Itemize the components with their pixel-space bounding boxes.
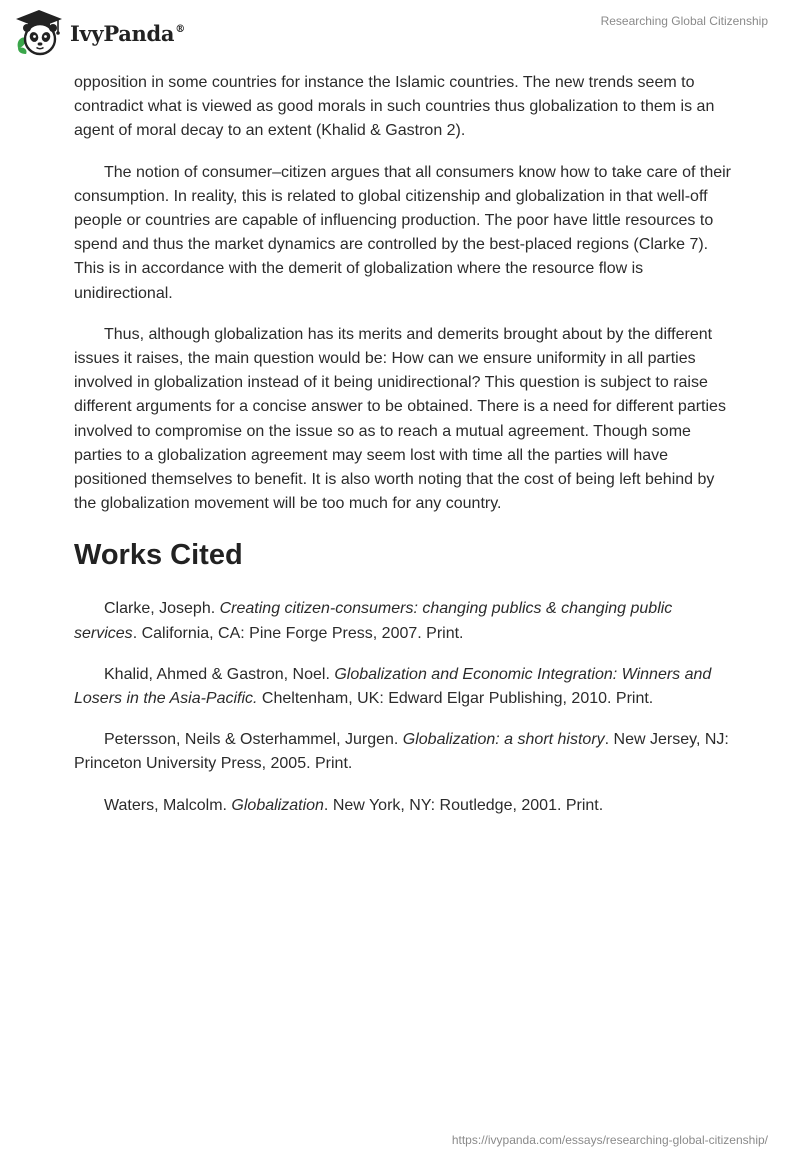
document-title: Researching Global Citizenship	[600, 14, 768, 28]
page-header	[0, 0, 800, 64]
logo-registered-mark: ®	[175, 23, 185, 35]
citation-publication: . New Jersey, NJ: Princeton University Press, 2005. Print.	[74, 731, 729, 773]
logo-wordmark	[70, 21, 185, 46]
body-paragraph: Thus, although globalization has its merits and demerits brought about by the different issues it raises, the main question would be: How can we ensure uniformity in all parties involved in globalization instead of it being unidirectional? This question is subject to raise different arguments for a concise answer to be obtained. There is a need for different parties involved to compromise on the issue so as to reach a mutual agreement. Though some parties to a globalization agreement may seem lost with time all the parties will have positioned themselves to benefit. It is also worth noting that the cost of being left behind by the globalization movement will be too much for any country.	[74, 325, 726, 513]
works-cited-heading: Works Cited	[74, 539, 243, 572]
body-paragraph: The notion of consumer–citizen argues that all consumers know how to take care of their consumption. In reality, this is related to global citizenship and globalization in that well-off people or countries are capable of influencing production. The poor have little resources to spend and thus the market dynamics are controlled by the best-placed regions (Clarke 7). This is in accordance with the demerit of globalization where the resource flow is unidirectional.	[74, 163, 731, 302]
citation-title: Globalization: a short history	[402, 731, 605, 749]
citation-item	[74, 663, 734, 711]
citation-item	[74, 728, 734, 776]
ivypanda-logo[interactable]	[14, 8, 185, 56]
citation-publication: . New York, NY: Routledge, 2001. Print.	[323, 796, 604, 814]
citation-title: Globalization	[231, 796, 324, 814]
citation-author: Petersson, Neils & Osterhammel, Jurgen.	[104, 731, 403, 749]
citation-author: Khalid, Ahmed & Gastron, Noel.	[104, 665, 335, 683]
panda-graduate-icon	[14, 8, 64, 56]
citation-author: Clarke, Joseph.	[104, 600, 220, 618]
citation-publication: . California, CA: Pine Forge Press, 2007. Print.	[132, 624, 464, 642]
citation-author: Waters, Malcolm.	[104, 796, 232, 814]
citation-item	[74, 794, 734, 818]
logo-text: IvyPanda	[70, 20, 175, 46]
essay-content	[74, 71, 734, 835]
citation-title: Globalization and Economic Integration: Winners and Losers in the Asia-Pacific.	[74, 665, 712, 708]
body-paragraph: opposition in some countries for instance the Islamic countries. The new trends seem to contradict what is viewed as good morals in such countries thus globalization to them is an agent of moral decay to an extent (Khalid & Gastron 2).	[74, 74, 715, 140]
citation-title: Creating citizen-consumers: changing publics & changing public services	[74, 600, 673, 642]
citation-item	[74, 597, 734, 645]
citation-publication: Cheltenham, UK: Edward Elgar Publishing, 2010. Print.	[257, 690, 654, 708]
source-url[interactable]: https://ivypanda.com/essays/researching-global-citizenship/	[451, 1133, 768, 1147]
